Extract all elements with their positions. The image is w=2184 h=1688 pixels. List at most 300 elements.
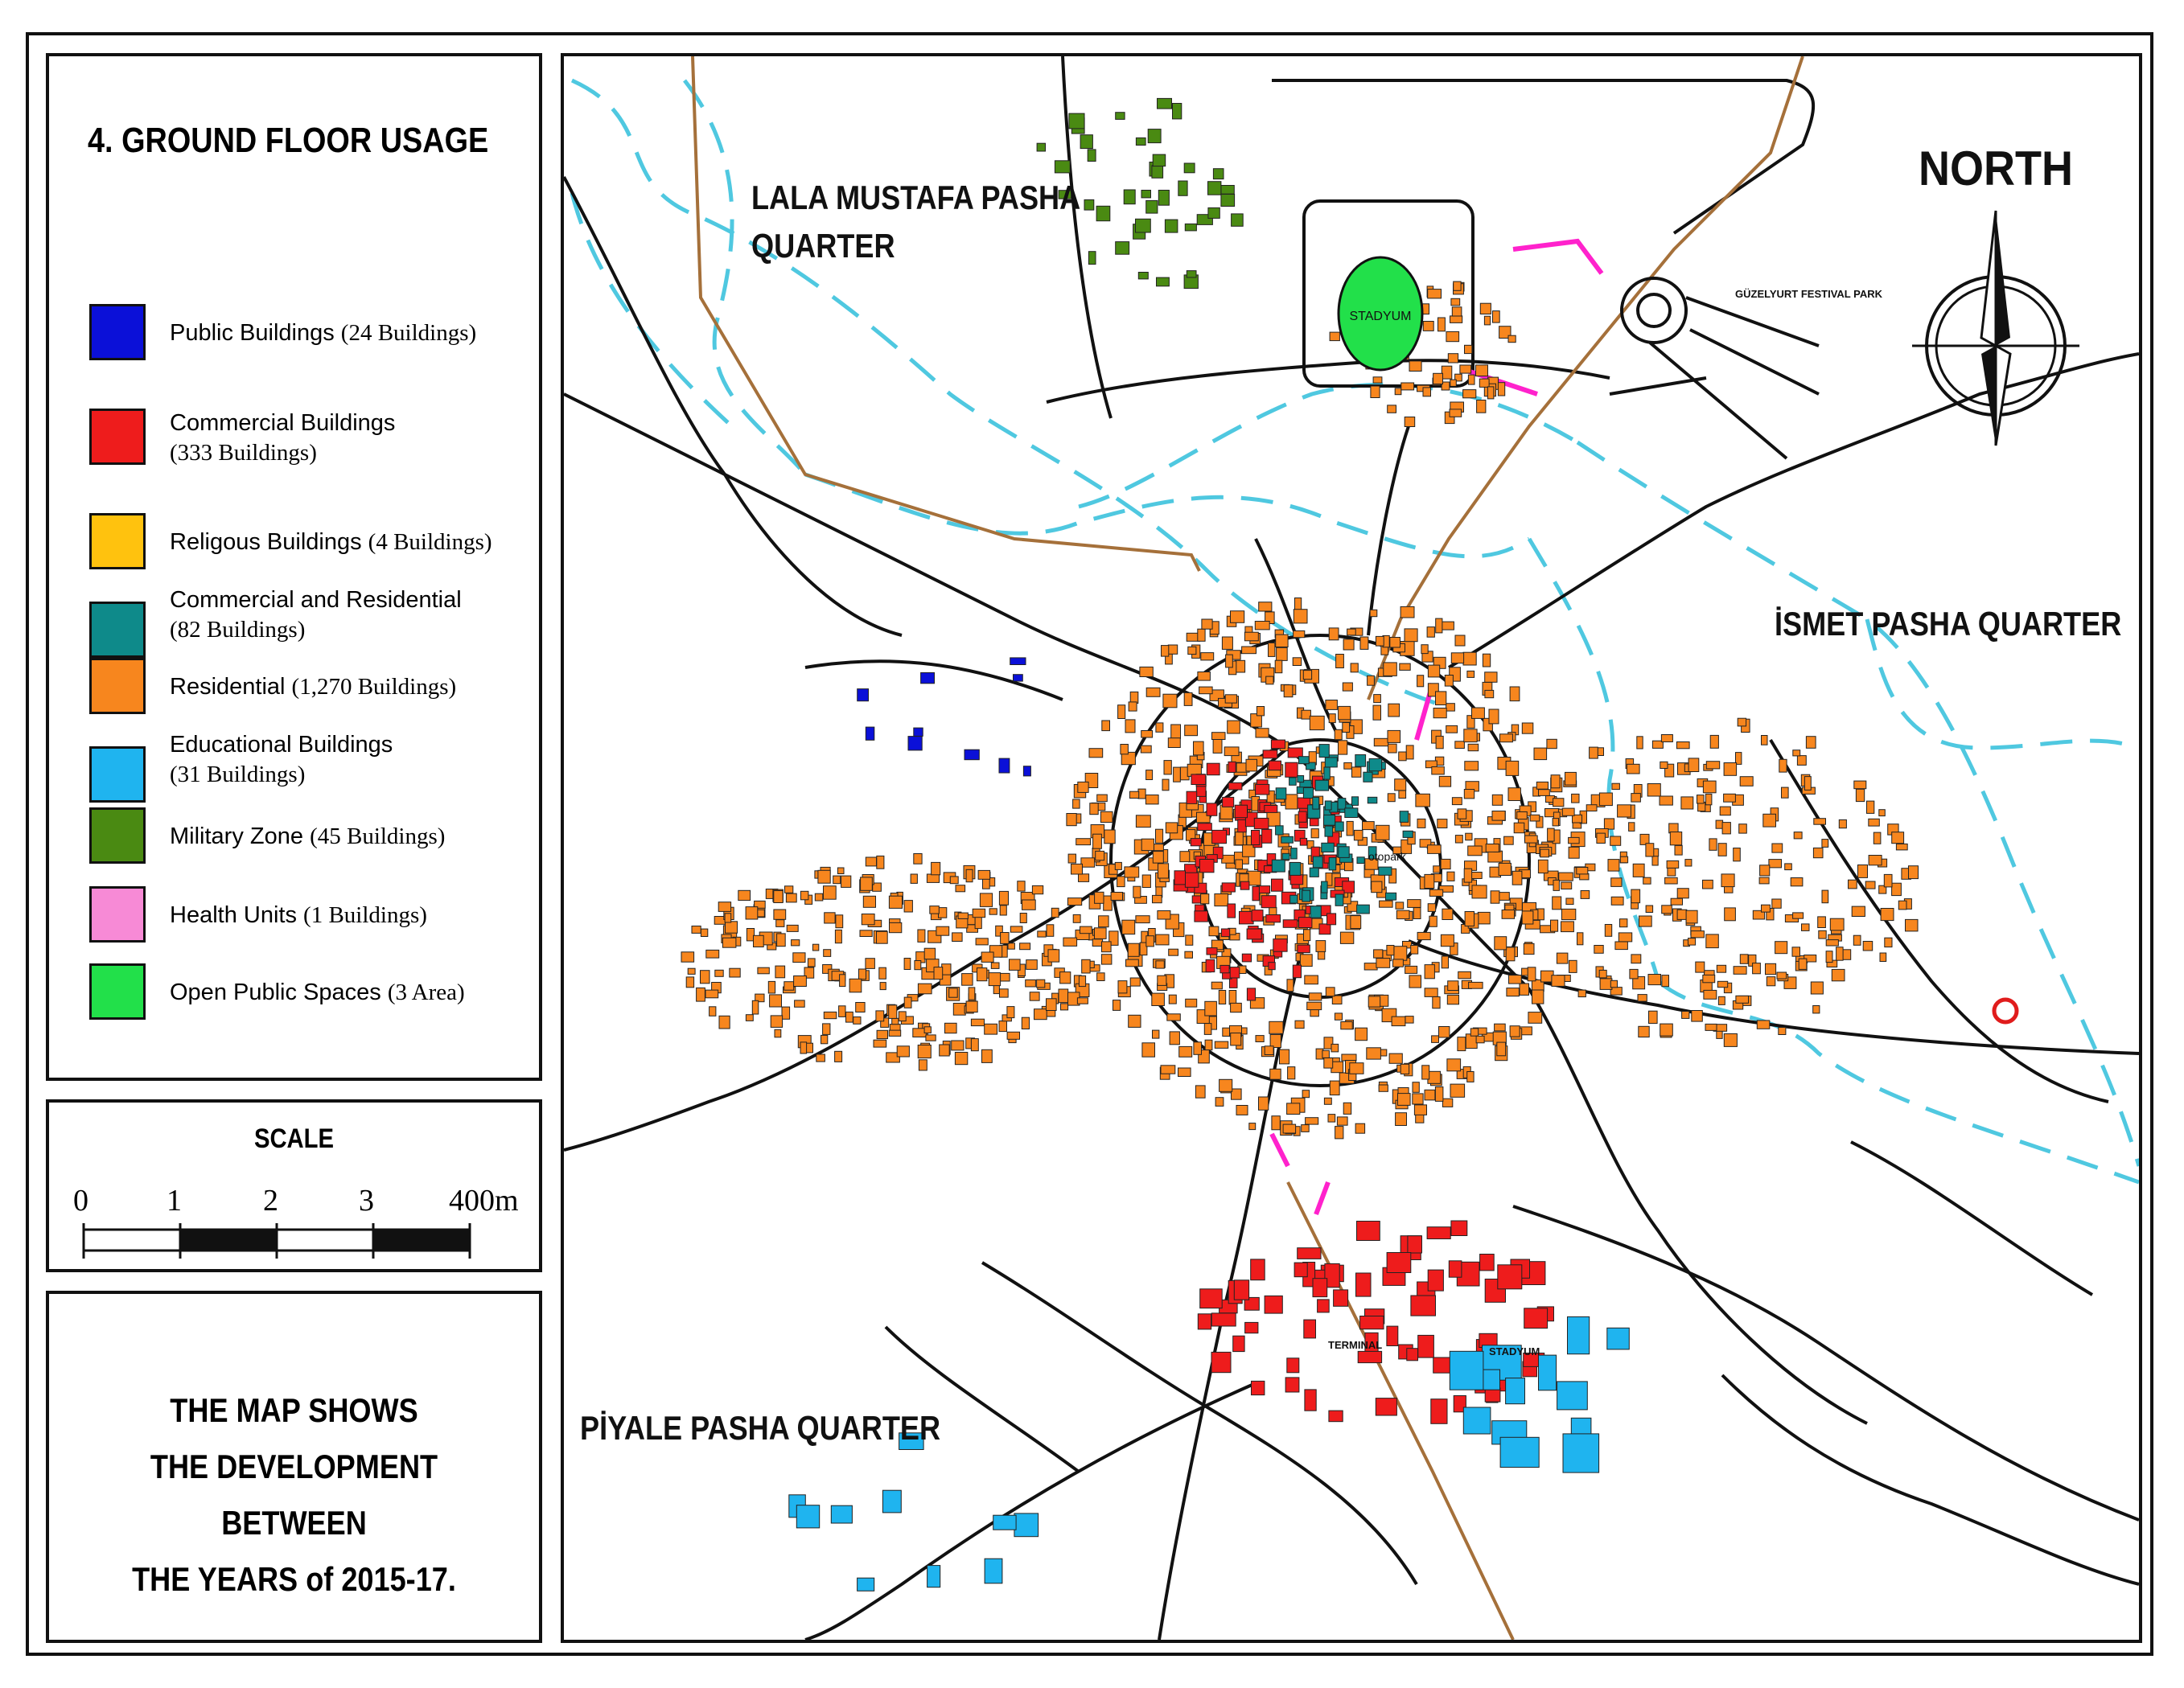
building	[746, 1015, 753, 1021]
building	[1386, 893, 1396, 900]
building	[1769, 860, 1782, 868]
building	[1400, 1064, 1409, 1074]
building	[1310, 868, 1318, 877]
building	[1660, 762, 1668, 768]
building	[1299, 757, 1310, 764]
building	[1261, 896, 1276, 908]
building	[1794, 832, 1802, 839]
building	[835, 1051, 842, 1062]
building	[1162, 646, 1169, 657]
building	[1688, 938, 1696, 946]
building	[688, 968, 695, 974]
building	[1168, 738, 1180, 748]
building	[1401, 383, 1414, 390]
building	[1880, 953, 1886, 962]
building	[746, 907, 758, 919]
building	[1158, 911, 1170, 920]
building	[1276, 788, 1286, 799]
building	[1205, 1040, 1212, 1050]
building	[1374, 950, 1383, 958]
road	[1513, 1206, 2139, 1520]
building	[1255, 622, 1269, 630]
building	[1269, 643, 1275, 656]
health-line	[1272, 1134, 1288, 1166]
building	[955, 1053, 967, 1065]
building	[1446, 331, 1459, 341]
building	[821, 1035, 828, 1043]
building	[1396, 910, 1409, 918]
building	[1553, 799, 1564, 807]
building	[1772, 899, 1781, 908]
building	[1209, 926, 1219, 936]
quarter-label-ismet: İSMET PASHA QUARTER	[1775, 606, 2122, 643]
building	[1121, 745, 1129, 754]
building	[1263, 750, 1277, 758]
building	[1302, 710, 1310, 719]
building	[1508, 788, 1520, 801]
building	[1325, 758, 1337, 767]
building	[1379, 1085, 1388, 1091]
building	[1799, 959, 1807, 969]
building	[1291, 848, 1298, 859]
terminal-label: TERMINAL	[1328, 1339, 1383, 1351]
building	[1187, 791, 1197, 803]
building	[1173, 104, 1182, 119]
legend-swatch	[89, 513, 146, 569]
building	[1497, 1042, 1506, 1056]
building	[866, 727, 874, 740]
building	[1478, 912, 1490, 924]
building	[730, 968, 740, 977]
building	[1753, 963, 1761, 974]
building	[836, 915, 843, 928]
building	[1581, 891, 1590, 899]
building	[999, 1021, 1007, 1032]
building	[1014, 1513, 1039, 1537]
building	[1892, 832, 1904, 844]
building	[1839, 819, 1846, 828]
building	[1396, 902, 1404, 909]
building	[1463, 652, 1476, 665]
building	[1303, 671, 1311, 680]
building	[940, 1045, 950, 1056]
building	[1717, 981, 1727, 987]
building	[1205, 1001, 1217, 1016]
building	[1073, 799, 1080, 808]
building	[1304, 1320, 1316, 1338]
building	[1242, 647, 1257, 654]
building	[1161, 1066, 1175, 1074]
building	[1357, 857, 1364, 864]
building	[1429, 889, 1442, 896]
building	[1466, 833, 1472, 840]
building	[1777, 972, 1787, 979]
building	[795, 1000, 805, 1007]
building	[771, 1016, 782, 1028]
building	[1078, 782, 1088, 792]
building	[1661, 735, 1672, 742]
building	[1467, 671, 1475, 677]
building	[1372, 881, 1382, 893]
building	[1447, 1059, 1461, 1071]
building	[1330, 332, 1339, 341]
building	[1212, 733, 1226, 740]
building	[1252, 831, 1260, 845]
building	[1270, 1069, 1281, 1079]
map-canvas	[564, 56, 2139, 1640]
building	[1522, 723, 1533, 733]
building	[775, 1029, 781, 1037]
building	[715, 970, 723, 976]
building	[914, 728, 923, 736]
building	[1324, 767, 1330, 779]
building	[853, 1017, 861, 1025]
building	[1125, 867, 1139, 877]
building	[1411, 1296, 1436, 1316]
building	[1396, 1113, 1407, 1126]
building	[1428, 665, 1439, 677]
building	[1413, 1082, 1419, 1093]
building	[1129, 1015, 1141, 1027]
building	[1322, 843, 1335, 852]
building	[1342, 1054, 1356, 1061]
building	[1244, 632, 1258, 641]
building	[686, 977, 693, 988]
building	[1639, 1026, 1649, 1037]
building	[966, 1001, 977, 1012]
north-label: NORTH	[1919, 142, 2073, 196]
river-line	[685, 80, 805, 474]
building	[1226, 655, 1233, 667]
building	[1156, 723, 1163, 732]
legend-item-count: (31 Buildings)	[170, 762, 306, 787]
building	[985, 1559, 1002, 1583]
building	[1158, 98, 1172, 109]
building	[1368, 676, 1375, 685]
building	[1300, 838, 1306, 845]
building	[1325, 826, 1333, 836]
building	[1463, 1407, 1491, 1434]
building	[1208, 182, 1221, 195]
building	[701, 971, 710, 984]
building	[1324, 815, 1335, 825]
building	[918, 984, 932, 994]
road	[1722, 1375, 2139, 1584]
building	[1520, 984, 1529, 995]
stadium2-label: STADYUM	[1489, 1345, 1540, 1357]
river-line	[1658, 981, 2139, 1182]
building	[1293, 965, 1301, 978]
building	[815, 893, 823, 901]
building	[1032, 885, 1043, 893]
building	[1639, 916, 1652, 926]
building	[1287, 1358, 1299, 1373]
building-clusters	[681, 98, 1919, 1591]
road	[1047, 360, 1610, 402]
building	[1305, 1390, 1316, 1411]
building	[1222, 883, 1235, 892]
building	[1436, 736, 1443, 748]
building	[1403, 831, 1413, 837]
building	[1578, 990, 1586, 997]
building	[1124, 190, 1135, 204]
building	[1340, 932, 1353, 943]
building	[1495, 937, 1507, 950]
building	[1200, 1289, 1223, 1308]
building	[866, 959, 875, 969]
building	[1791, 878, 1803, 886]
building	[824, 1012, 837, 1018]
building	[860, 930, 872, 937]
building	[840, 975, 845, 987]
building	[1392, 1016, 1405, 1026]
building	[1319, 745, 1329, 758]
building	[1460, 365, 1471, 373]
building	[1249, 1123, 1256, 1130]
building	[1141, 731, 1153, 738]
building	[1436, 618, 1442, 633]
building	[1757, 1021, 1770, 1029]
building	[1100, 811, 1113, 822]
building	[1162, 779, 1169, 791]
building	[866, 857, 876, 866]
river-line	[1079, 384, 1577, 507]
building	[1273, 939, 1287, 952]
building	[1557, 1382, 1588, 1410]
building	[1047, 925, 1054, 937]
building	[1464, 729, 1477, 742]
building	[1438, 318, 1446, 331]
building	[1129, 791, 1138, 798]
building	[1272, 860, 1285, 872]
building	[824, 886, 837, 900]
building	[1676, 742, 1689, 749]
building	[1691, 931, 1704, 938]
building	[1608, 860, 1619, 872]
building	[1394, 947, 1407, 961]
building	[1449, 1261, 1462, 1277]
building	[1760, 865, 1770, 876]
building	[1233, 1336, 1244, 1351]
building	[1230, 967, 1240, 978]
legend-swatch	[89, 963, 146, 1020]
building	[1445, 676, 1453, 687]
building	[1020, 914, 1026, 923]
building	[1221, 929, 1229, 937]
building	[1156, 961, 1164, 968]
building	[1488, 851, 1503, 862]
building	[1569, 960, 1577, 972]
building	[1198, 823, 1212, 831]
building	[1569, 837, 1580, 843]
building	[1206, 959, 1215, 971]
building	[1363, 772, 1372, 782]
building	[1034, 1009, 1047, 1020]
building	[971, 1039, 978, 1051]
building	[1195, 1086, 1205, 1098]
building	[1071, 864, 1083, 874]
building	[1487, 387, 1494, 399]
building	[1428, 1270, 1443, 1291]
building	[1670, 832, 1681, 845]
building	[1447, 872, 1454, 881]
festival-park	[1610, 278, 1819, 458]
building	[1018, 881, 1025, 891]
building	[1213, 169, 1224, 179]
building	[1277, 647, 1288, 660]
building	[1417, 676, 1424, 687]
building	[1048, 950, 1059, 962]
building	[709, 1007, 716, 1016]
building	[1153, 154, 1166, 166]
building	[1738, 718, 1746, 726]
building	[1315, 780, 1328, 791]
building	[1153, 852, 1163, 864]
legend-item-name: Military Zone	[170, 823, 303, 849]
building	[770, 995, 782, 1007]
building	[1309, 993, 1322, 1000]
building	[1536, 782, 1548, 789]
building	[1510, 687, 1520, 701]
building	[1569, 847, 1579, 858]
building	[1688, 758, 1699, 772]
building	[1251, 1259, 1265, 1280]
building	[1633, 864, 1644, 877]
festival-park-circle	[1622, 278, 1686, 343]
building	[1451, 1221, 1467, 1236]
building	[1476, 365, 1488, 376]
building	[1376, 636, 1384, 646]
building	[1629, 823, 1635, 832]
building	[1104, 830, 1115, 844]
building	[1290, 875, 1303, 885]
building	[1158, 975, 1166, 985]
building	[1223, 797, 1234, 807]
building	[1118, 981, 1127, 993]
building	[1038, 931, 1046, 937]
building	[1289, 778, 1297, 785]
legend-item-count: (24 Buildings)	[340, 320, 477, 346]
building	[1906, 919, 1919, 931]
building	[971, 1019, 984, 1025]
building	[1504, 836, 1514, 844]
building	[1095, 892, 1104, 903]
building	[1779, 759, 1787, 772]
building	[1367, 1048, 1381, 1059]
building	[1814, 819, 1826, 824]
building	[1169, 949, 1178, 955]
road	[1851, 1142, 2092, 1295]
building	[1169, 995, 1176, 1004]
building	[1600, 979, 1612, 990]
building	[1294, 630, 1305, 637]
building	[1234, 1280, 1248, 1300]
building	[1067, 814, 1076, 826]
building	[1030, 992, 1039, 1001]
building	[1171, 725, 1181, 738]
building	[1852, 906, 1865, 916]
building	[1389, 1053, 1402, 1063]
building	[1265, 1296, 1282, 1313]
building	[1088, 150, 1096, 162]
building	[899, 1012, 906, 1021]
building	[692, 926, 701, 934]
building	[1185, 873, 1199, 887]
building	[1615, 942, 1628, 950]
building	[784, 982, 794, 991]
building	[1450, 316, 1462, 323]
road	[1063, 56, 1111, 418]
building	[1369, 758, 1381, 770]
scale-panel	[46, 1099, 542, 1272]
building	[1101, 955, 1112, 964]
building	[1269, 907, 1277, 915]
building	[1411, 946, 1418, 955]
building	[1212, 830, 1227, 843]
building	[1896, 844, 1907, 850]
building	[1295, 1021, 1304, 1029]
building	[1266, 915, 1281, 922]
building	[1675, 845, 1682, 855]
building	[1822, 840, 1828, 848]
building	[1157, 277, 1170, 286]
building	[1231, 1003, 1242, 1012]
otopark-label: otopark	[1368, 850, 1406, 863]
building	[1409, 361, 1421, 372]
building	[1363, 822, 1375, 830]
building	[1418, 1335, 1434, 1357]
building	[1196, 786, 1206, 797]
building	[1179, 1046, 1192, 1057]
building	[1245, 1322, 1258, 1333]
building	[800, 891, 808, 900]
building	[1534, 748, 1547, 760]
building	[969, 988, 975, 1000]
building	[1185, 224, 1196, 231]
building	[1822, 890, 1828, 903]
road	[1272, 80, 1813, 233]
building	[1138, 273, 1148, 279]
building	[831, 1505, 852, 1523]
building	[1455, 635, 1465, 646]
building	[1224, 747, 1239, 756]
building	[1026, 980, 1036, 987]
legend-swatch	[89, 746, 146, 803]
building	[1763, 814, 1776, 827]
building	[1718, 996, 1725, 1004]
building	[924, 948, 935, 959]
building	[1572, 794, 1579, 803]
building	[1485, 690, 1494, 697]
building	[1073, 914, 1080, 922]
building	[1766, 963, 1776, 974]
building	[1879, 810, 1886, 816]
building	[1060, 972, 1071, 984]
building	[1458, 1037, 1466, 1051]
building	[1495, 1024, 1506, 1031]
building	[918, 1045, 931, 1058]
building	[1646, 844, 1654, 856]
building	[1630, 969, 1638, 979]
building	[1335, 729, 1342, 739]
quarter-label-lala-line2: QUARTER	[751, 228, 895, 265]
building	[1266, 676, 1273, 684]
building	[768, 981, 775, 993]
building	[1152, 166, 1163, 178]
building	[1568, 1316, 1590, 1353]
building	[1559, 873, 1573, 881]
quarter-label-lala-line1: LALA MUSTAFA PASHA	[751, 179, 1081, 217]
